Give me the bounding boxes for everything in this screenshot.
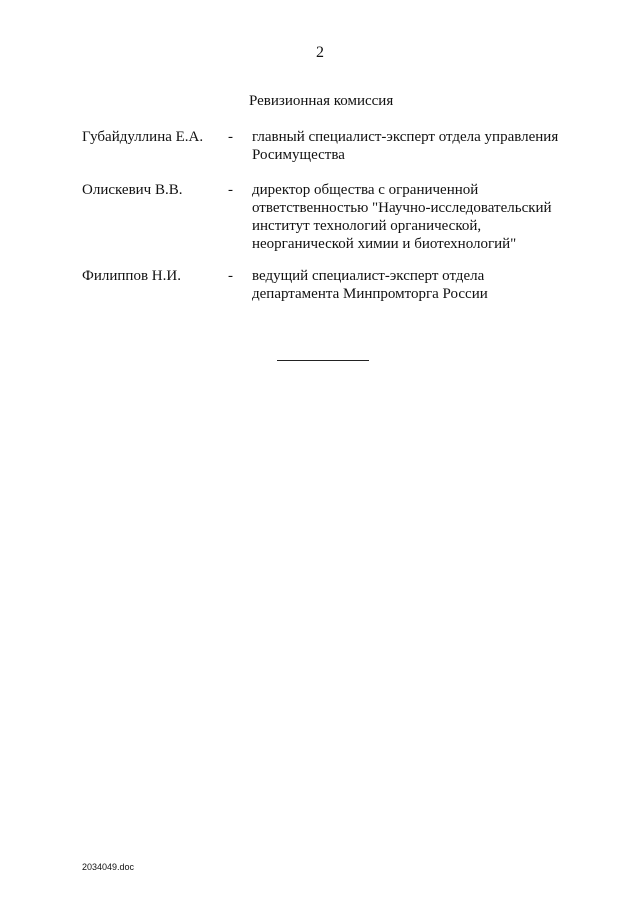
role-line: неорганической химии и биотехнологий" bbox=[252, 236, 517, 252]
role-line: ведущий специалист-эксперт отдела bbox=[252, 268, 485, 284]
dash-separator: - bbox=[228, 129, 233, 145]
dash-separator: - bbox=[228, 182, 233, 198]
role-line: главный специалист-эксперт отдела управления bbox=[252, 129, 559, 145]
end-of-list-rule bbox=[277, 360, 369, 361]
member-name: Олискевич В.В. bbox=[82, 182, 183, 198]
member-role bbox=[252, 181, 582, 253]
role-line: институт технологий органической, bbox=[252, 218, 482, 234]
dash-separator: - bbox=[228, 268, 233, 284]
member-name: Филиппов Н.И. bbox=[82, 268, 181, 284]
section-title: Ревизионная комиссия bbox=[249, 93, 394, 109]
member-role bbox=[252, 128, 582, 164]
role-line: департамента Минпромторга России bbox=[252, 286, 488, 302]
role-line: ответственностью "Научно-исследовательский bbox=[252, 200, 552, 216]
footer-file-name: 2034049.doc bbox=[82, 862, 135, 872]
page-number: 2 bbox=[316, 44, 324, 61]
member-role bbox=[252, 267, 582, 303]
member-name: Губайдуллина Е.А. bbox=[82, 129, 204, 145]
role-line: Росимущества bbox=[252, 147, 345, 163]
role-line: директор общества с ограниченной bbox=[252, 182, 479, 198]
